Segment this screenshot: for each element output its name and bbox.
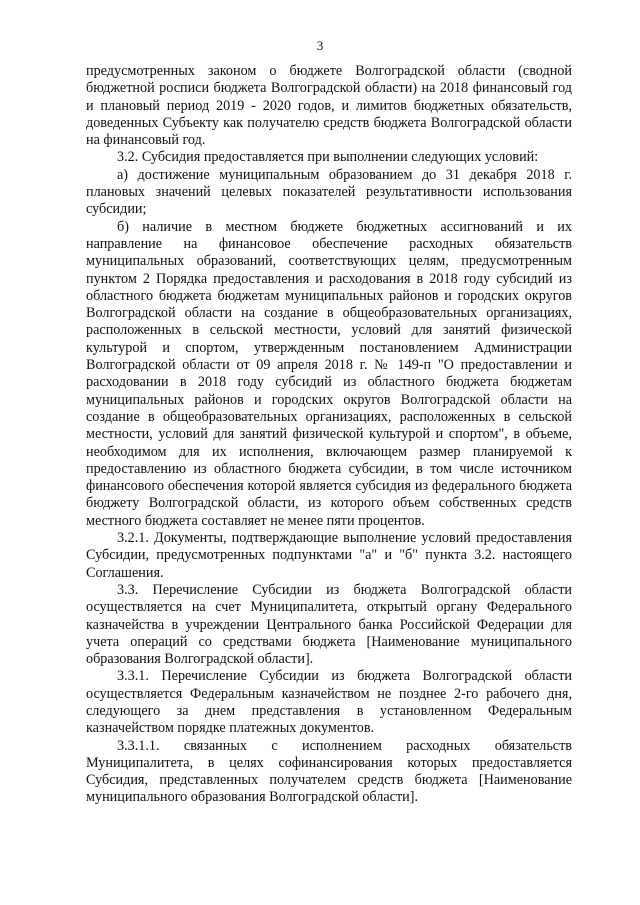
document-body: [86, 63, 572, 807]
paragraph: 3.3. Перечисление Субсидии из бюджета Волгоградской области осуществляется на счет Муниципалитета, открытый органу Федерального казначейства в учреждении Центрального банка Российской Федерации для учета операций со средствами бюджета [Наименование муниципального образования Волгоградской области].: [86, 581, 572, 668]
paragraph: а) достижение муниципальным образованием до 31 декабря 2018 г. плановых значений целевых показателей результативности использования субсидии;: [86, 166, 572, 218]
paragraph: 3.2. Субсидия предоставляется при выполнении следующих условий:: [117, 149, 539, 166]
paragraph: 3.2.1. Документы, подтверждающие выполнение условий предоставления Субсидии, предусмотренных подпунктами "а" и "б" пункта 3.2. настоящего Соглашения.: [86, 530, 572, 581]
paragraph: б) наличие в местном бюджете бюджетных ассигнований и их направление на финансовое обеспечение расходных обязательств муниципальных образований, соответствующих целям, предусмотренным пунктом 2 Порядка предоставления и расходования в 2018 году субсидий из областного бюджета бюджетам муниципальных районов и городских округов Волгоградской области на создание в общеобразовательных организациях, расположенных в сельской местности, условий для занятий физической культурой и спортом, утвержденным постановлением Администрации Волгоградской области от 09 апреля 2018 г. № 149-п "О предоставлении и расходовании в 2018 году субсидий из областного бюджета бюджетам муниципальных районов и городских округов Волгоградской области на создание в общеобразовательных организациях, расположенных в сельской местности, условий для занятий физической культурой и спортом", в объеме, необходимом для их исполнения, включающем размер планируемой к предоставлению из областного бюджета субсидии, в том числе источником финансового обеспечения которой является субсидия из федерального бюджета бюджету Волгоградской области, из которого объем собственных средств местного бюджета составляет не менее пяти процентов.: [86, 218, 572, 529]
paragraph: 3.3.1.1. связанных с исполнением расходных обязательств Муниципалитета, в целях софинансирования которых предоставляется Субсидия, представленных получателем средств бюджета [Наименование муниципального образования Волгоградской области].: [86, 737, 572, 806]
page-number: 3: [316, 38, 324, 53]
paragraph: предусмотренных законом о бюджете Волгоградской области (сводной бюджетной росписи бюджета Волгоградской области) на 2018 финансовый год и плановый период 2019 - 2020 годов, и лимитов бюджетных обязательств, доведенных Субъекту как получателю средств бюджета Волгоградской области на финансовый год.: [86, 63, 572, 149]
paragraph: 3.3.1. Перечисление Субсидии из бюджета Волгоградской области осуществляется Федеральным казначейством не позднее 2-го рабочего дня, следующего за днем представления в установленном Федеральным казначейством порядке платежных документов.: [86, 668, 572, 737]
